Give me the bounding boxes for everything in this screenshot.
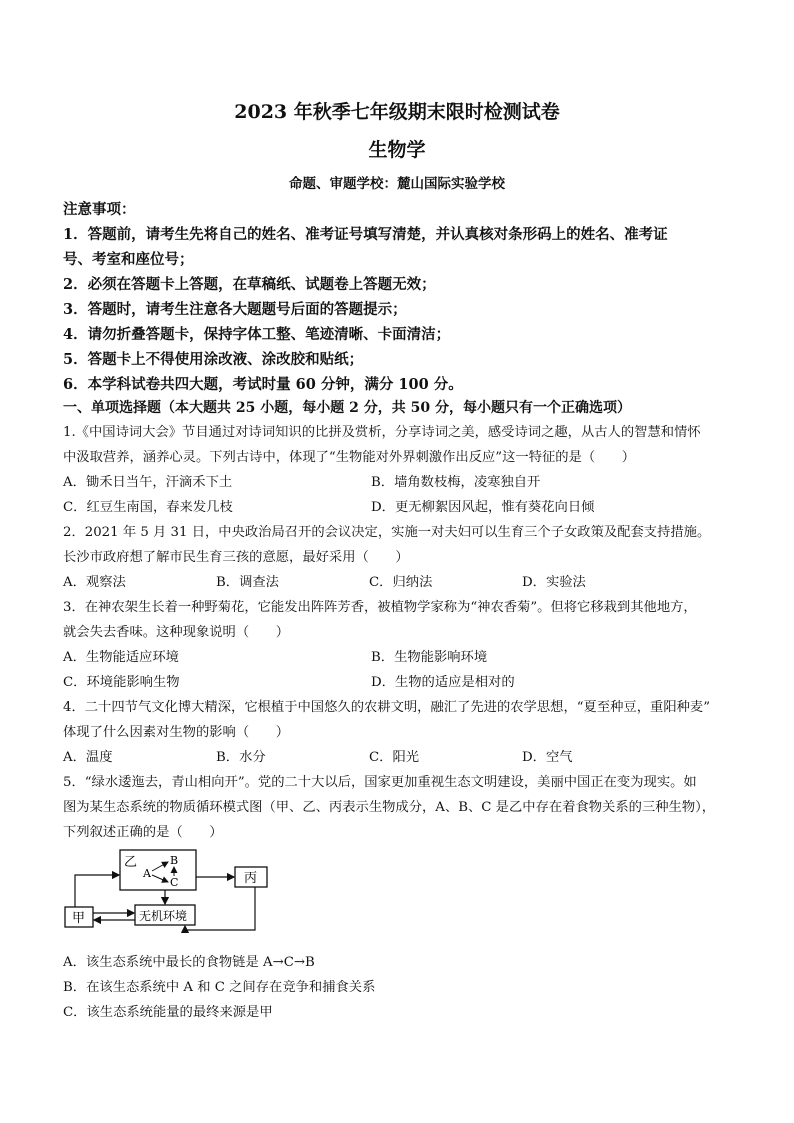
question-stem-line: 图为某生态系统的物质循环模式图（甲、乙、丙表示生物成分，A、B、C 是乙中存在着食物关系的三种生物），	[63, 800, 716, 815]
notice-item: 5．答题卡上不得使用涂改液、涂改胶和贴纸；	[63, 351, 364, 368]
question-stem-line: 体现了什么因素对生物的影响（ ）	[63, 725, 290, 740]
question-stem-line: 3．在神农架生长着一种野菊花，它能发出阵阵芳香，被植物学家称为“神农香菊”。但将它移栽到其他地方，	[63, 600, 697, 615]
option-a: A．锄禾日当午，汗滴禾下土	[63, 475, 233, 490]
option-a: A．该生态系统中最长的食物链是 A→C→B	[63, 955, 315, 970]
node-c: C	[170, 876, 179, 889]
node-b: B	[170, 854, 179, 867]
question-stem-line: 就会失去香味。这种现象说明（ ）	[63, 625, 290, 640]
jia-label: 甲	[72, 911, 86, 926]
question-stem-line: 中汲取营养，涵养心灵。下列古诗中，体现了“生物能对外界刺激作出反应”这一特征的是（ ）	[63, 450, 636, 465]
notice-list	[63, 222, 735, 397]
env-label: 无机环境	[139, 909, 188, 923]
notice-item: 号、考室和座位号；	[63, 251, 194, 268]
option-d: D．生物的适应是相对的	[371, 675, 515, 690]
option-b: B．生物能影响环境	[371, 650, 488, 665]
yi-label: 乙	[124, 855, 138, 870]
question-stem-line: 长沙市政府想了解市民生育三孩的意愿，最好采用（ ）	[63, 550, 409, 565]
notice-item: 4．请勿折叠答题卡，保持字体工整、笔迹清晰、卡面清洁；	[63, 326, 451, 343]
option-b: B．在该生态系统中 A 和 C 之间存在竞争和捕食关系	[63, 980, 376, 995]
notice-item: 6．本学科试卷共四大题，考试时量 60 分钟，满分 100 分。	[63, 376, 463, 393]
question-stem-line: 1.《中国诗词大会》节目通过对诗词知识的比拼及赏析，分享诗词之美，感受诗词之趣，从古人的智慧和情怀	[63, 425, 701, 440]
subject-title: 生物学	[368, 139, 426, 161]
option-a: A．观察法	[63, 575, 126, 590]
option-b: B．调查法	[216, 575, 279, 590]
bing-label: 丙	[244, 871, 258, 886]
school-line: 命题、审题学校：麓山国际实验学校	[289, 176, 505, 192]
notice-item: 1．答题前，请考生先将自己的姓名、准考证号填写清楚，并认真核对条形码上的姓名、准考证	[63, 226, 668, 243]
question-2	[63, 520, 735, 595]
question-4	[63, 695, 735, 770]
option-c: C．阳光	[369, 750, 420, 765]
question-5-options	[63, 950, 735, 1025]
question-stem-line: 4．二十四节气文化博大精深，它根植于中国悠久的农耕文明，融汇了先进的农学思想，“夏至种豆，重阳种麦”	[63, 700, 711, 715]
option-d: D．空气	[522, 750, 573, 765]
option-c: C．环境能影响生物	[63, 675, 180, 690]
question-5	[63, 770, 735, 845]
option-a: A．生物能适应环境	[63, 650, 179, 665]
option-c: C．红豆生南国，春来发几枝	[63, 500, 233, 515]
option-a: A．温度	[63, 750, 113, 765]
option-d: D．实验法	[522, 575, 586, 590]
question-1	[63, 420, 735, 520]
question-stem-line: 2．2021 年 5 月 31 日，中央政治局召开的会议决定，实施一对夫妇可以生育三个子女政策及配套支持措施。	[63, 525, 711, 540]
arrow-a-c	[152, 875, 168, 882]
node-a: A	[143, 867, 151, 880]
option-d: D．更无柳絮因风起，惟有葵花向日倾	[371, 500, 595, 515]
question-stem-line: 5．“绿水逶迤去，青山相向开”。党的二十大以后，国家更加重视生态文明建设，美丽中国正在变为现实。如	[63, 775, 697, 790]
arrow-jia-yi	[75, 875, 119, 907]
exam-title: 2023 年秋季七年级期末限时检测试卷	[234, 101, 560, 123]
notice-item: 2．必须在答题卡上答题，在草稿纸、试题卷上答题无效；	[63, 276, 436, 293]
notice-heading: 注意事项：	[63, 201, 136, 218]
option-b: B．水分	[216, 750, 266, 765]
question-3	[63, 595, 735, 695]
notice-item: 3．答题时，请考生注意各大题题号后面的答题提示；	[63, 301, 407, 318]
option-b: B．墙角数枝梅，凌寒独自开	[371, 475, 541, 490]
arrow-a-b	[152, 862, 168, 871]
question-stem-line: 下列叙述正确的是（ ）	[63, 825, 223, 840]
ecosystem-cycle-diagram	[60, 845, 300, 940]
option-c: C．归纳法	[369, 575, 433, 590]
option-c: C．该生态系统能量的最终来源是甲	[63, 1005, 273, 1020]
section-heading: 一、单项选择题（本大题共 25 小题，每小题 2 分，共 50 分，每小题只有一个正确选项）	[63, 400, 631, 416]
